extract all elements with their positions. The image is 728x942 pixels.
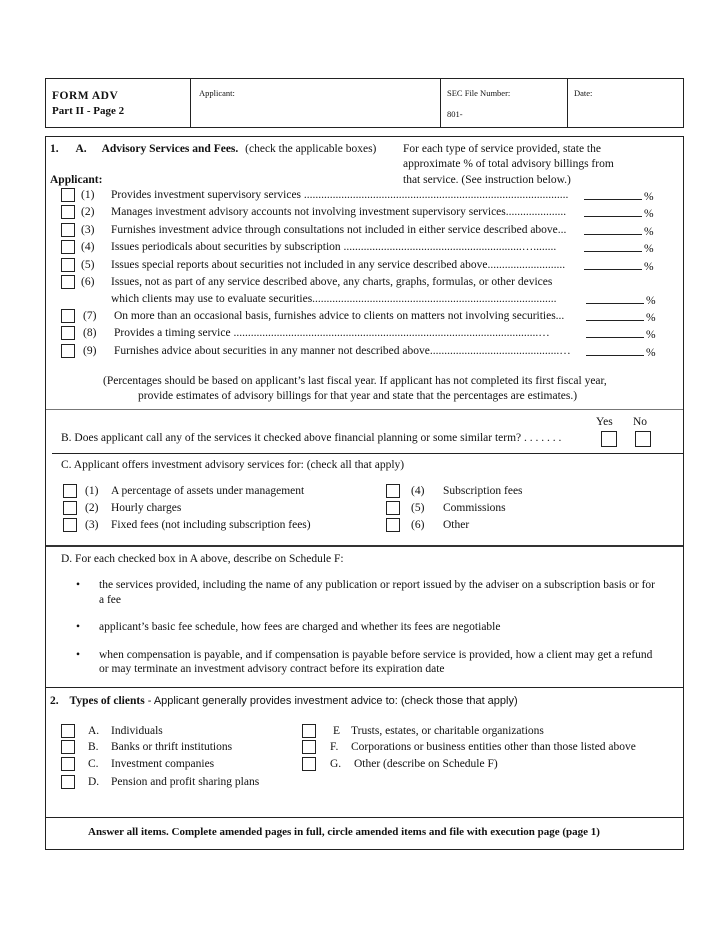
fee-4-num: (4) bbox=[411, 485, 425, 497]
fee-2-text: Hourly charges bbox=[111, 502, 182, 514]
percent-sign: % bbox=[646, 312, 656, 324]
service-8-percent-field[interactable] bbox=[586, 327, 644, 338]
percent-sign: % bbox=[644, 261, 654, 273]
service-3-percent[interactable] bbox=[584, 224, 654, 238]
schedule-f-bullet-1: the services provided, including the name of any publication or report issued by the adviser on a subscription basis or for bbox=[99, 579, 656, 591]
client-f-letter: F. bbox=[330, 741, 339, 753]
item1a-title: Advisory Services and Fees. bbox=[101, 143, 239, 155]
fee-4-checkbox[interactable] bbox=[386, 484, 400, 498]
percent-sign: % bbox=[644, 191, 654, 203]
service-5-percent[interactable] bbox=[584, 259, 654, 273]
service-9-percent-field[interactable] bbox=[586, 345, 644, 356]
item1d-instruction: D. For each checked box in A above, describe on Schedule F: bbox=[61, 553, 344, 565]
service-6-percent-field[interactable] bbox=[586, 293, 644, 304]
date-cell[interactable] bbox=[567, 79, 683, 127]
service-7-checkbox[interactable] bbox=[61, 309, 75, 323]
divider-footer bbox=[46, 817, 683, 818]
service-6-num: (6) bbox=[81, 276, 95, 288]
fee-6-checkbox[interactable] bbox=[386, 518, 400, 532]
fee-5-text: Commissions bbox=[443, 502, 506, 514]
fee-3-num: (3) bbox=[85, 519, 99, 531]
service-2-checkbox[interactable] bbox=[61, 205, 75, 219]
sec-file-label: SEC File Number: bbox=[447, 88, 511, 98]
client-g-text: Other (describe on Schedule F) bbox=[354, 758, 498, 770]
service-4-percent-field[interactable] bbox=[584, 241, 642, 252]
fee-3-text: Fixed fees (not including subscription fees) bbox=[111, 519, 311, 531]
sec-file-cell[interactable] bbox=[440, 79, 568, 127]
client-a-letter: A. bbox=[88, 725, 100, 737]
item1c-question: C. Applicant offers investment advisory services for: (check all that apply) bbox=[61, 459, 405, 471]
item1b-no-checkbox[interactable] bbox=[635, 431, 651, 447]
client-g-letter: G. bbox=[330, 758, 342, 770]
form-title: FORM ADV bbox=[52, 90, 119, 102]
service-3-checkbox[interactable] bbox=[61, 223, 75, 237]
service-9-checkbox[interactable] bbox=[61, 344, 75, 358]
percent-sign: % bbox=[644, 208, 654, 220]
service-1-checkbox[interactable] bbox=[61, 188, 75, 202]
item1-number: 1. bbox=[50, 143, 59, 155]
service-5-text: Issues special reports about securities not included in any service described above........................... bbox=[111, 259, 566, 271]
service-7-text: On more than an occasional basis, furnishes advice to clients on matters not involving securities... bbox=[114, 310, 565, 322]
fee-4-text: Subscription fees bbox=[443, 485, 523, 497]
client-d-letter: D. bbox=[88, 776, 100, 788]
percent-sign: % bbox=[646, 347, 656, 359]
service-5-percent-field[interactable] bbox=[584, 259, 642, 270]
form-subtitle: Part II - Page 2 bbox=[52, 105, 125, 117]
fee-5-num: (5) bbox=[411, 502, 425, 514]
service-7-num: (7) bbox=[83, 310, 97, 322]
fee-1-num: (1) bbox=[85, 485, 99, 497]
schedule-f-bullet-3-line2: or may terminate an investment advisory contract before its expiration date bbox=[99, 663, 445, 675]
client-e-text: Trusts, estates, or charitable organizations bbox=[351, 725, 544, 737]
client-b-checkbox[interactable] bbox=[61, 740, 75, 754]
item2-heading bbox=[50, 695, 518, 707]
fee-3-checkbox[interactable] bbox=[63, 518, 77, 532]
schedule-f-bullet-2: applicant’s basic fee schedule, how fees are charged and whether its fees are negotiable bbox=[99, 621, 501, 633]
service-2-num: (2) bbox=[81, 206, 95, 218]
percentage-footnote-line2: provide estimates of advisory billings for that year and state that the percentages are estimates.) bbox=[138, 390, 578, 402]
service-8-checkbox[interactable] bbox=[61, 326, 75, 340]
service-4-percent[interactable] bbox=[584, 241, 654, 255]
billing-note-2: approximate % of total advisory billings from bbox=[403, 158, 614, 170]
item1b-yes-checkbox[interactable] bbox=[601, 431, 617, 447]
bullet-dot: • bbox=[76, 579, 81, 591]
divider-c-d bbox=[46, 545, 683, 547]
item1b-question: B. Does applicant call any of the services it checked above financial planning or some similar term? . . . . . . . bbox=[61, 432, 562, 444]
service-6-text-line2: which clients may use to evaluate securities..................................................................................... bbox=[111, 293, 557, 305]
percent-sign: % bbox=[644, 226, 654, 238]
billing-note-1: For each type of service provided, state the bbox=[403, 143, 601, 155]
service-7-percent[interactable] bbox=[586, 310, 656, 324]
fee-2-num: (2) bbox=[85, 502, 99, 514]
client-g-checkbox[interactable] bbox=[302, 757, 316, 771]
service-1-num: (1) bbox=[81, 189, 95, 201]
item1a-letter: A. bbox=[75, 143, 87, 155]
service-5-checkbox[interactable] bbox=[61, 258, 75, 272]
item1a-instruction: (check the applicable boxes) bbox=[245, 143, 377, 155]
item2-number: 2. bbox=[50, 695, 59, 707]
fee-1-text: A percentage of assets under management bbox=[111, 485, 305, 497]
percentage-footnote-line1: (Percentages should be based on applicant’s last fiscal year. If applicant has not completed its first fiscal year, bbox=[103, 375, 607, 387]
service-7-percent-field[interactable] bbox=[586, 310, 644, 321]
schedule-f-bullet-1-line2: a fee bbox=[99, 594, 122, 606]
footer-instruction: Answer all items. Complete amended pages in full, circle amended items and file with execution page (page 1) bbox=[88, 826, 600, 838]
service-3-num: (3) bbox=[81, 224, 95, 236]
yes-label: Yes bbox=[596, 416, 613, 428]
service-1-percent-field[interactable] bbox=[584, 189, 642, 200]
service-1-text: Provides investment supervisory services ............................................................................................ bbox=[111, 189, 569, 201]
header-box bbox=[45, 78, 684, 128]
item1-applicant-label: Applicant: bbox=[50, 174, 103, 186]
item2-title: Types of clients bbox=[69, 695, 145, 707]
date-label: Date: bbox=[574, 88, 593, 98]
fee-6-text: Other bbox=[443, 519, 470, 531]
fee-2-checkbox[interactable] bbox=[63, 501, 77, 515]
divider-item1-item2 bbox=[46, 687, 683, 688]
service-6-text: Issues, not as part of any service described above, any charts, graphs, formulas, or other devices bbox=[111, 276, 553, 288]
service-6-checkbox[interactable] bbox=[61, 275, 75, 289]
service-4-num: (4) bbox=[81, 241, 95, 253]
service-1-percent[interactable] bbox=[584, 189, 654, 203]
item2-intro: - Applicant generally provides investment advice to: (check those that apply) bbox=[144, 695, 518, 707]
bullet-dot: • bbox=[76, 621, 81, 633]
fee-6-num: (6) bbox=[411, 519, 425, 531]
percent-sign: % bbox=[646, 329, 656, 341]
client-e-checkbox[interactable] bbox=[302, 724, 316, 738]
client-b-text: Banks or thrift institutions bbox=[111, 741, 233, 753]
client-c-checkbox[interactable] bbox=[61, 757, 75, 771]
service-4-text: Issues periodicals about securities by subscription ..............................................................…........ bbox=[111, 241, 557, 253]
percent-sign: % bbox=[644, 243, 654, 255]
percent-sign: % bbox=[646, 295, 656, 307]
service-2-percent[interactable] bbox=[584, 206, 654, 220]
divider-b-c bbox=[52, 453, 683, 454]
applicant-cell[interactable] bbox=[190, 79, 441, 127]
service-4-checkbox[interactable] bbox=[61, 240, 75, 254]
client-e-letter: E bbox=[333, 725, 341, 737]
service-9-num: (9) bbox=[83, 345, 97, 357]
service-8-num: (8) bbox=[83, 327, 97, 339]
service-3-text: Furnishes investment advice through consultations not included in either service described above... bbox=[111, 224, 567, 236]
bullet-dot: • bbox=[76, 649, 81, 661]
client-a-checkbox[interactable] bbox=[61, 724, 75, 738]
fee-5-checkbox[interactable] bbox=[386, 501, 400, 515]
schedule-f-bullet-3: when compensation is payable, and if compensation is payable before service is provided, how a client may get a refund bbox=[99, 649, 653, 661]
divider-a-b bbox=[46, 409, 683, 410]
main-form-box bbox=[45, 136, 684, 850]
service-9-percent[interactable] bbox=[586, 345, 656, 359]
service-6-percent[interactable] bbox=[586, 293, 656, 307]
applicant-label: Applicant: bbox=[199, 88, 235, 98]
service-5-num: (5) bbox=[81, 259, 95, 271]
client-f-checkbox[interactable] bbox=[302, 740, 316, 754]
client-d-text: Pension and profit sharing plans bbox=[111, 776, 260, 788]
client-c-text: Investment companies bbox=[111, 758, 215, 770]
service-8-percent[interactable] bbox=[586, 327, 656, 341]
service-9-text: Furnishes advice about securities in any manner not described above.............................................… bbox=[114, 345, 571, 357]
item1-heading bbox=[50, 143, 376, 155]
client-b-letter: B. bbox=[88, 741, 99, 753]
fee-1-checkbox[interactable] bbox=[63, 484, 77, 498]
service-3-percent-field[interactable] bbox=[584, 224, 642, 235]
billing-note-3: that service. (See instruction below.) bbox=[403, 174, 571, 186]
service-2-text: Manages investment advisory accounts not involving investment supervisory services..................... bbox=[111, 206, 567, 218]
no-label: No bbox=[633, 416, 648, 428]
client-c-letter: C. bbox=[88, 758, 99, 770]
sec-file-prefix: 801- bbox=[447, 109, 463, 119]
client-f-text: Corporations or business entities other than those listed above bbox=[351, 741, 636, 753]
service-2-percent-field[interactable] bbox=[584, 206, 642, 217]
client-a-text: Individuals bbox=[111, 725, 163, 737]
client-d-checkbox[interactable] bbox=[61, 775, 75, 789]
service-8-text: Provides a timing service ..........................................................................................................… bbox=[114, 327, 550, 339]
